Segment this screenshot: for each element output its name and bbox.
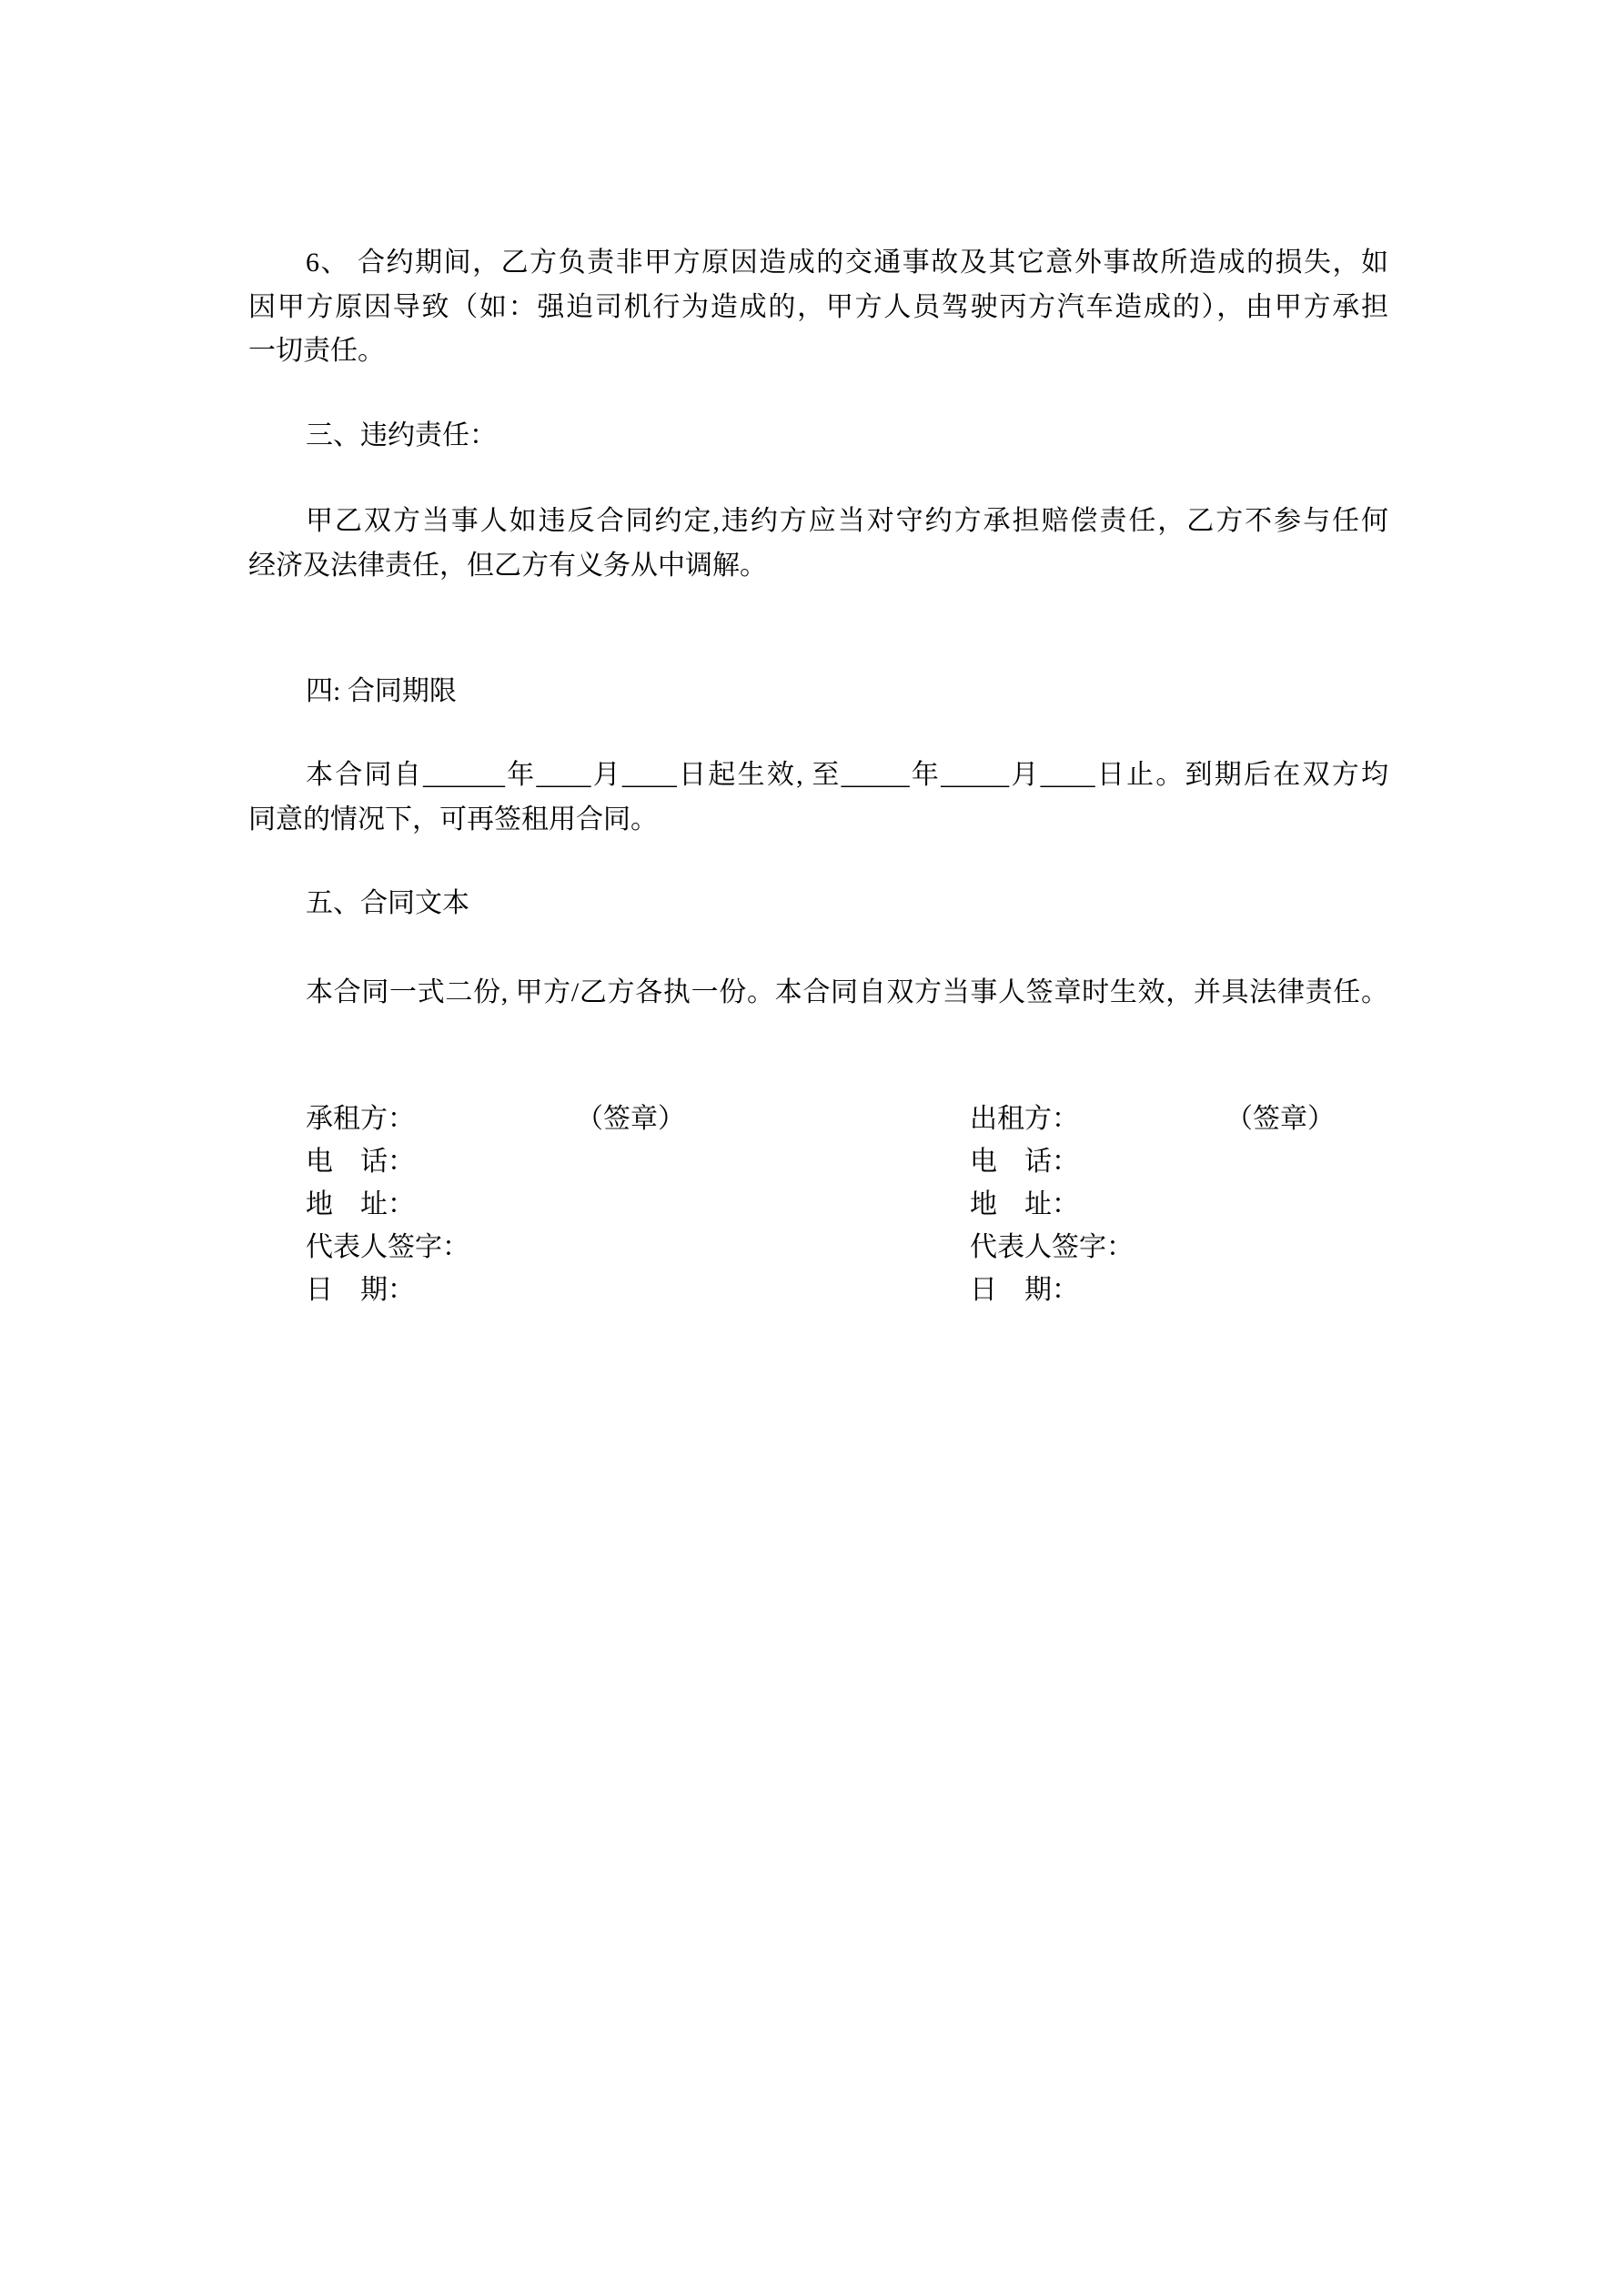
breach-liability-line-2: 经济及法律责任，但乙方有义务从中调解。 (248, 550, 767, 581)
contract-term-heading-block (248, 670, 1388, 714)
lessee-date-row (306, 1269, 688, 1311)
clause-6-line-3: 一切责任。 (248, 336, 385, 366)
lessor-party-row (970, 1097, 1352, 1140)
contract-term-paragraph (248, 754, 1388, 842)
clause-6-line-1: 6、 合约期间，乙方负责非甲方原因造成的交通事故及其它意外事故所造成的损失，如 (306, 248, 1388, 278)
breach-liability-heading: 三、违约责任： (306, 420, 497, 450)
lessee-seal-label: （签章） (576, 1104, 685, 1134)
lessee-address-label: 地 址： (306, 1189, 415, 1219)
lessee-address-row (306, 1183, 688, 1226)
lessee-party-row (306, 1097, 688, 1140)
lessor-phone-label: 电 话： (970, 1147, 1079, 1177)
clause-6-line-2: 因甲方原因导致（如：强迫司机行为造成的，甲方人员驾驶丙方汽车造成的），由甲方承担 (248, 291, 1388, 322)
breach-liability-paragraph (248, 500, 1388, 588)
breach-liability-heading-block (248, 414, 1388, 459)
contract-copies-heading: 五、合同文本 (306, 888, 469, 918)
contract-copies-heading-block (248, 882, 1388, 926)
lessee-representative-row (306, 1226, 688, 1269)
lessee-phone-label: 电 话： (306, 1147, 415, 1177)
lessor-representative-label: 代表人签字： (970, 1232, 1134, 1262)
clause-6-paragraph (248, 241, 1388, 374)
lessor-date-label: 日 期： (970, 1275, 1079, 1305)
lessor-signature-block (970, 1097, 1352, 1311)
lessor-address-row (970, 1183, 1352, 1226)
lessee-signature-block (306, 1097, 688, 1311)
contract-copies-paragraph (248, 971, 1388, 1016)
contract-term-line-2: 同意的情况下，可再签租用合同。 (248, 804, 658, 834)
lessor-date-row (970, 1269, 1352, 1311)
contract-copies-line-1: 本合同一式二份, 甲方/乙方各执一份。本合同自双方当事人签章时生效，并具法律责任。 (306, 977, 1388, 1007)
lessor-representative-row (970, 1226, 1352, 1269)
lessee-party-label: 承租方： (306, 1104, 415, 1134)
lessee-phone-row (306, 1140, 688, 1183)
contract-term-heading: 四: 合同期限 (306, 676, 457, 706)
lessor-phone-row (970, 1140, 1352, 1183)
contract-term-line-1: 本合同自______年____月____日起生效, 至_____年_____月____日止。到期后在双方均 (306, 760, 1388, 790)
lessor-seal-label: （签章） (1226, 1104, 1335, 1134)
lessee-date-label: 日 期： (306, 1275, 415, 1305)
lessor-address-label: 地 址： (970, 1189, 1079, 1219)
breach-liability-line-1: 甲乙双方当事人如违反合同约定,违约方应当对守约方承担赔偿责任，乙方不参与任何 (306, 506, 1388, 536)
lessee-representative-label: 代表人签字： (306, 1232, 469, 1262)
lessor-party-label: 出租方： (970, 1104, 1079, 1134)
